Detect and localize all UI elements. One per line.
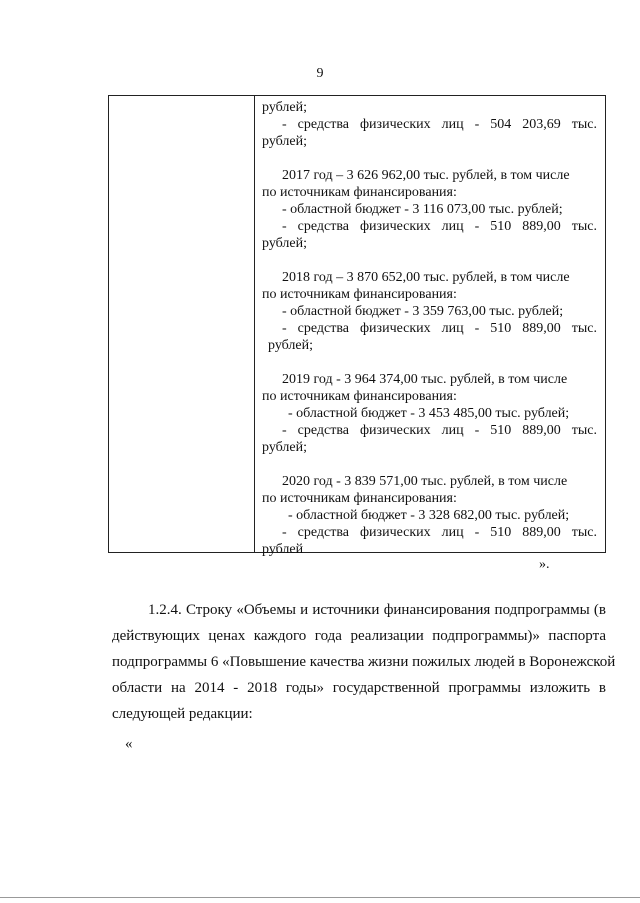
table-spacer [262, 150, 597, 167]
table-line: рублей; [262, 134, 307, 149]
table-line: - областной бюджет - 3 116 073,00 тыс. рублей; [282, 202, 563, 217]
table-line: рублей; [262, 440, 307, 455]
table-line: по источникам финансирования: [262, 185, 457, 200]
table-line: - средства физических лиц - 510 889,00 тыс. [282, 423, 597, 438]
table-line: - областной бюджет - 3 328 682,00 тыс. рублей; [288, 508, 570, 523]
funding-table [108, 95, 606, 557]
table-line: - областной бюджет - 3 359 763,00 тыс. рублей; [282, 304, 564, 319]
scan-edge-line [0, 897, 640, 898]
table-spacer [262, 252, 597, 269]
table-line: рублей; [268, 338, 313, 353]
paragraph-line: 1.2.4. Строку «Объемы и источники финансирования подпрограммы (в [148, 602, 606, 618]
paragraph-line: следующей редакции: [112, 706, 253, 722]
table-line: - средства физических лиц - 510 889,00 тыс. [282, 525, 597, 540]
table-line: рублей; [262, 236, 307, 251]
paragraph-line: области на 2014 - 2018 годы» государственной программы изложить в [112, 680, 606, 696]
table-line: 2019 год - 3 964 374,00 тыс. рублей, в том числе [282, 372, 568, 387]
funding-cell [262, 99, 597, 558]
table-line: 2020 год - 3 839 571,00 тыс. рублей, в том числе [282, 474, 568, 489]
table-spacer [262, 456, 597, 473]
paragraph-line: подпрограммы 6 «Повышение качества жизни пожилых людей в Воронежской [112, 654, 616, 670]
table-line: - областной бюджет - 3 453 485,00 тыс. рублей; [288, 406, 570, 421]
table-line: - средства физических лиц - 510 889,00 тыс. [282, 219, 597, 234]
page-number: 9 [316, 66, 324, 81]
table-line: по источникам финансирования: [262, 389, 457, 404]
table-line: - средства физических лиц - 504 203,69 тыс. [282, 117, 597, 132]
table-line: рублей; [262, 100, 307, 115]
paragraph-line: действующих ценах каждого года реализации подпрограммы)» паспорта [112, 628, 606, 644]
table-line: рублей [262, 542, 304, 557]
table-line: по источникам финансирования: [262, 287, 457, 302]
table-line: по источникам финансирования: [262, 491, 457, 506]
opening-quote: « [125, 736, 133, 752]
body-paragraph [112, 597, 616, 727]
closing-quote: ». [539, 557, 550, 572]
table-spacer [262, 354, 597, 371]
table-line: 2017 год – 3 626 962,00 тыс. рублей, в том числе [282, 168, 570, 183]
table-line: - средства физических лиц - 510 889,00 тыс. [282, 321, 597, 336]
table-column-divider [254, 96, 255, 552]
table-line: 2018 год – 3 870 652,00 тыс. рублей, в том числе [282, 270, 570, 285]
